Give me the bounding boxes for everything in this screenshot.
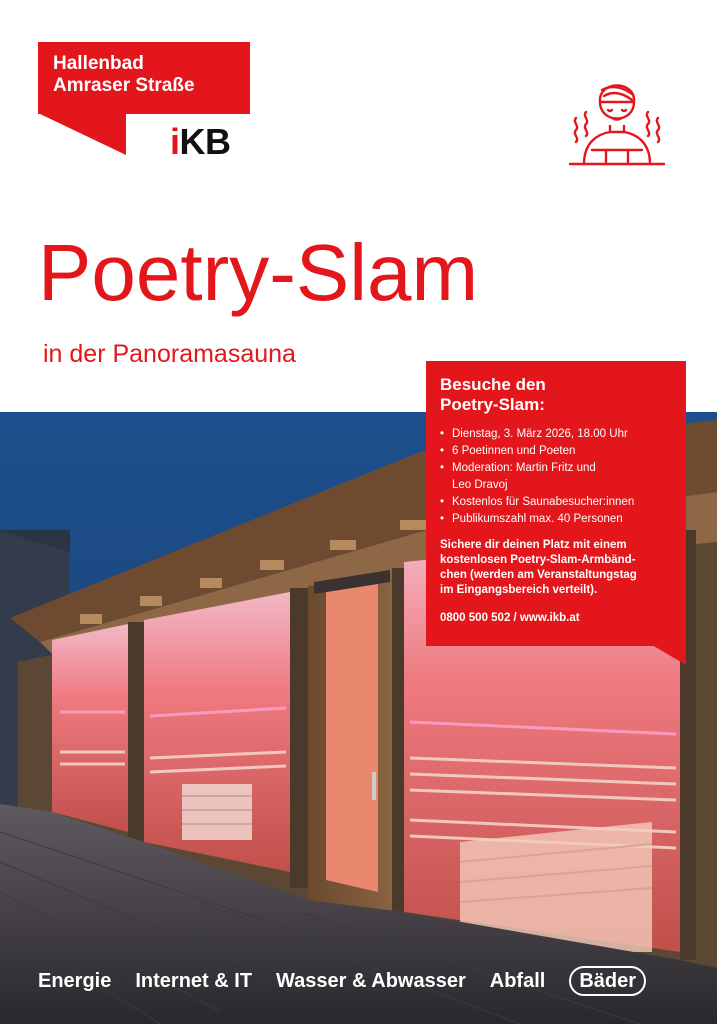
- nav-energie[interactable]: Energie: [38, 969, 112, 992]
- sauna-person-steam-icon: [562, 66, 672, 176]
- nav-internet-it[interactable]: Internet & IT: [135, 969, 253, 992]
- division-nav: [38, 966, 646, 996]
- reservation-line-4: im Eingangsbereich verteilt).: [440, 584, 598, 596]
- event-details-list: [440, 426, 674, 528]
- nav-baeder[interactable]: Bäder: [569, 966, 646, 996]
- info-title-line-1: Besuche den: [440, 375, 546, 394]
- nav-abfall[interactable]: Abfall: [489, 969, 546, 992]
- nav-wasser-abwasser[interactable]: Wasser & Abwasser: [276, 969, 466, 992]
- detail-date: • Dienstag, 3. März 2026, 18.00 Uhr: [440, 426, 674, 443]
- venue-label-tail: [38, 113, 126, 155]
- detail-moderation: • Moderation: Martin Fritz und: [440, 460, 674, 477]
- reservation-note: [440, 538, 674, 598]
- venue-line-2: Amraser Straße: [53, 75, 195, 96]
- detail-poets: • 6 Poetinnen und Poeten: [440, 443, 674, 460]
- info-card-tail: [652, 645, 686, 665]
- venue-label: [38, 42, 250, 114]
- detail-capacity: • Publikumszahl max. 40 Personen: [440, 511, 674, 528]
- detail-moderation-cont: Leo Dravoj: [452, 479, 508, 491]
- reservation-line-1: Sichere dir deinen Platz mit einem: [440, 539, 627, 551]
- event-info-card: [426, 361, 686, 646]
- ikb-logo: [170, 121, 231, 162]
- info-title-line-2: Poetry-Slam:: [440, 395, 545, 414]
- reservation-line-2: kostenlosen Poetry-Slam-Armbänd-: [440, 554, 636, 566]
- reservation-line-3: chen (werden am Veranstaltungstag: [440, 569, 637, 581]
- contact-line[interactable]: 0800 500 502 / www.ikb.at: [440, 612, 580, 624]
- detail-free-entry: • Kostenlos für Saunabesucher:innen: [440, 494, 674, 511]
- info-card-title: [440, 375, 674, 415]
- event-title: Poetry-Slam: [38, 228, 479, 317]
- ikb-logo-mark: i: [170, 121, 180, 162]
- ikb-logo-text: KB: [179, 121, 231, 162]
- event-subtitle: in der Panoramasauna: [43, 340, 296, 368]
- venue-line-1: Hallenbad: [53, 53, 144, 74]
